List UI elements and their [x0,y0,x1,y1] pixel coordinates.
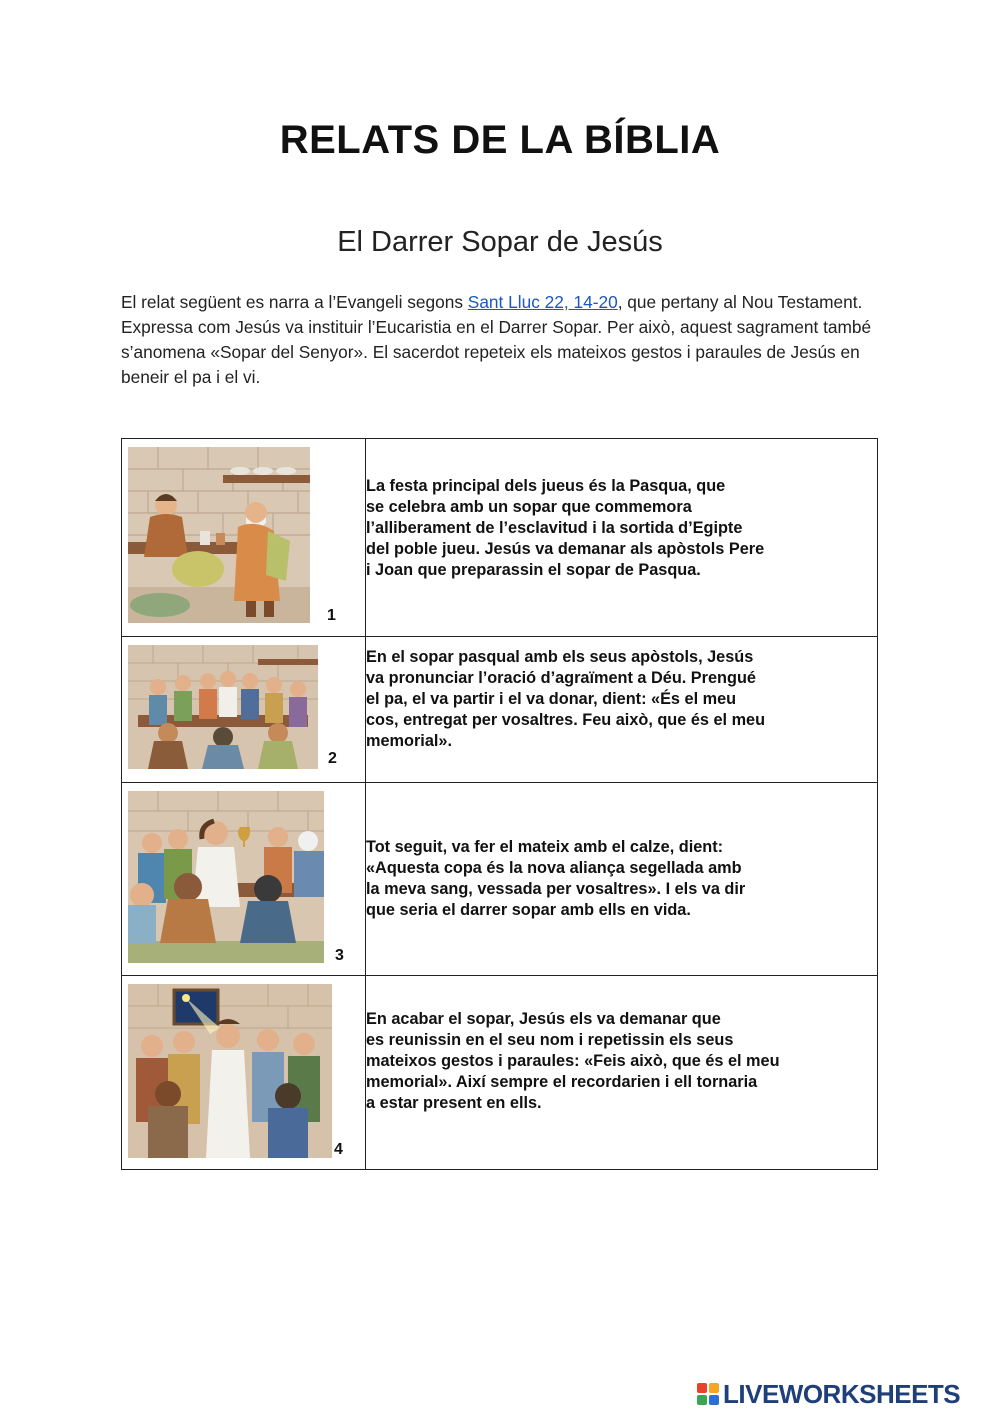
text-line: i Joan que preparassin el sopar de Pasqua. [366,561,701,579]
liveworksheets-logo [697,1380,960,1408]
text-line: «Aquesta copa és la nova aliança segellada amb [366,859,742,877]
text-line: Tot seguit, va fer el mateix amb el calze, dient: [366,838,724,856]
text-line: cos, entregat per vosaltres. Feu això, que és el meu [366,711,766,729]
last-supper-cup-illustration [128,791,324,963]
table-row [122,976,878,1170]
image-cell [122,783,366,976]
story-table [121,438,878,1170]
text-line: memorial». [366,732,452,750]
logo-square [697,1395,707,1405]
image-cell [122,637,366,783]
text-line: En el sopar pasqual amb els seus apòstols, Jesús [366,648,754,666]
text-line: mateixos gestos i paraules: «Feis això, que és el meu [366,1052,780,1070]
table-row [122,439,878,637]
page-title: RELATS DE LA BÍBLIA [279,118,721,162]
intro-paragraph [121,290,891,390]
preparing-passover-illustration [128,447,310,623]
text-line: memorial». Així sempre el recordarien i ell tornaria [366,1073,758,1091]
logo-square [709,1395,719,1405]
panel-number: 3 [335,947,344,964]
text-line: va pronunciar l’oració d’agraïment a Déu. Prengué [366,669,756,687]
text-line: La festa principal dels jueus és la Pasqua, que [366,477,726,495]
intro-text-after: , que pertany al Nou Testament. Expressa com Jesús va instituir l’Eucaristia en el Darrer Sopar. Per això, aquest sagrament també s’anomena «Sopar del Senyor». El sacerdot repeteix els mateixos gestos i paraules de Jesús en beneir el pa i el vi. [121,292,872,387]
bible-reference-link[interactable]: Sant Lluc 22, 14-20 [467,292,618,312]
logo-square [709,1383,719,1393]
table-row [122,783,878,976]
text-line: el pa, el va partir i el va donar, dient: «És el meu [366,690,737,708]
panel-number: 1 [327,607,336,624]
image-cell [122,976,366,1170]
text-line: a estar present en ells. [366,1094,542,1112]
text-line: es reunissin en el seu nom i repetissin els seus [366,1031,734,1049]
panel-number: 4 [334,1141,343,1158]
apostles-embrace-illustration [128,984,332,1158]
page-subtitle: El Darrer Sopar de Jesús [337,226,663,258]
last-supper-bread-illustration [128,645,318,769]
text-cell [366,976,878,1170]
intro-text-before: El relat següent es narra a l’Evangeli segons [121,292,468,312]
text-line: En acabar el sopar, Jesús els va demanar que [366,1010,721,1028]
table-row [122,637,878,783]
panel-text [366,647,877,752]
text-line: se celebra amb un sopar que commemora [366,498,692,516]
text-cell [366,439,878,637]
text-line: l’alliberament de l’esclavitud i la sortida d’Egipte [366,519,743,537]
text-cell [366,783,878,976]
logo-square [697,1383,707,1393]
logo-text: LIVEWORKSHEETS [723,1378,961,1409]
text-cell [366,637,878,783]
text-line: del poble jueu. Jesús va demanar als apòstols Pere [366,540,765,558]
panel-text [366,1009,877,1114]
text-line: la meva sang, vessada per vosaltres». I els va dir [366,880,746,898]
logo-mark-icon [697,1383,719,1405]
text-line: que seria el darrer sopar amb ells en vida. [366,901,691,919]
panel-number: 2 [328,750,337,767]
panel-text [366,476,877,581]
image-cell [122,439,366,637]
panel-text [366,837,877,921]
